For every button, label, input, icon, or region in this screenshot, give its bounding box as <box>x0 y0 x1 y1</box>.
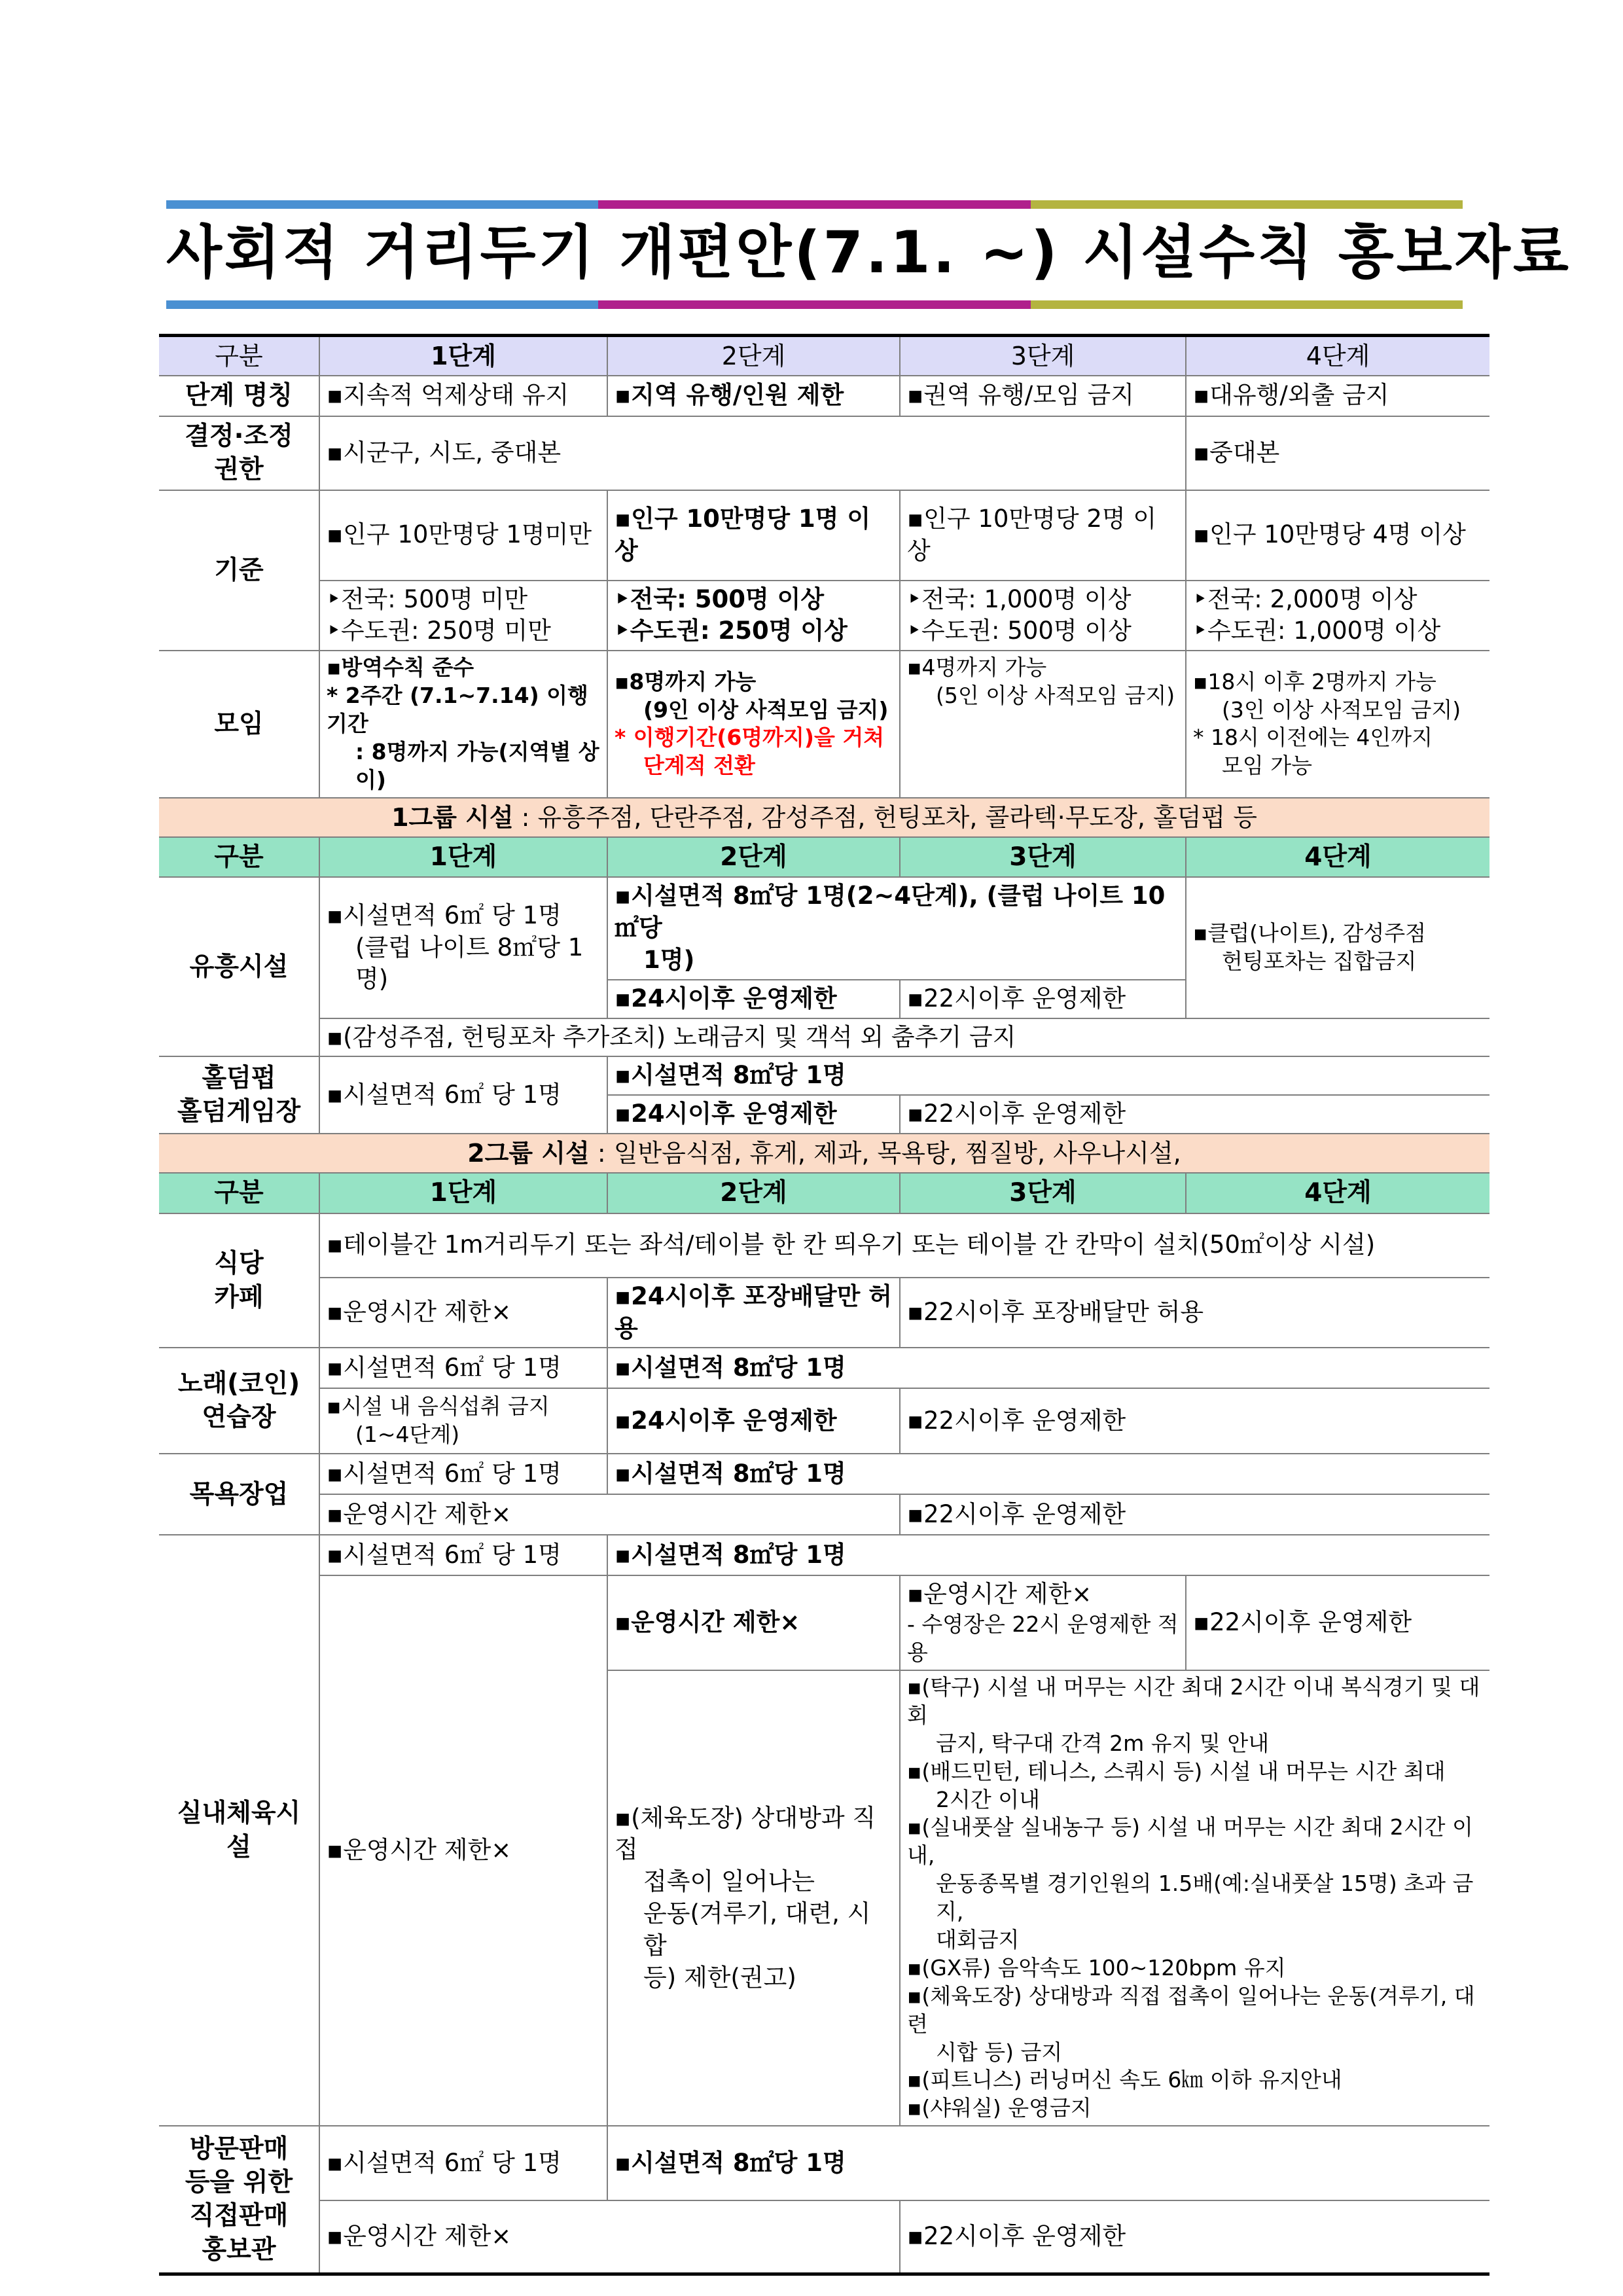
cell: ▪24시이후 운영제한 <box>607 1095 900 1134</box>
entertainment-row <box>159 877 1489 979</box>
header-stage-4: 4단계 <box>1186 336 1489 376</box>
cell: ▪테이블간 1m거리두기 또는 좌석/테이블 한 칸 띄우기 또는 테이블 간 칸막이 설치(50㎡이상 시설) <box>319 1213 1489 1278</box>
cell: ▪시설면적 8㎡당 1명 <box>607 1056 1489 1095</box>
cell <box>607 651 900 797</box>
rule-line: ▪(샤워실) 운영금지 <box>907 2095 1092 2121</box>
row-label: 단계 명칭 <box>159 376 319 416</box>
header-stage-3: 3단계 <box>900 1173 1186 1213</box>
band-list: : 유흥주점, 단란주점, 감성주점, 헌팅포차, 콜라텍·무도장, 홀덤펍 등 <box>513 802 1257 832</box>
bath-hours-row <box>159 1494 1489 1535</box>
rule-line: 시합 등) 금지 <box>936 2039 1063 2065</box>
label-line: 홍보관 <box>202 2234 276 2265</box>
row-label: 기준 <box>159 490 319 651</box>
cell-line: * 이행기간(6명까지)을 거쳐 <box>615 725 885 751</box>
label-line: 권한 <box>214 455 264 485</box>
cell: ▪시설면적 6㎡ 당 1명 <box>319 1056 607 1134</box>
cell: ▪운영시간 제한× <box>319 2200 900 2274</box>
label-line: 등을 위한 <box>185 2168 293 2198</box>
label-line: 노래(코인) <box>177 1369 300 1399</box>
label-line: 방문판매 <box>189 2134 289 2164</box>
stage-header-row <box>159 336 1489 376</box>
cell-line: ▪18시 이후 2명까지 가능 <box>1193 668 1436 694</box>
header-category: 구분 <box>159 1173 319 1213</box>
cell: ▪대유행/외출 금지 <box>1186 376 1489 416</box>
cell <box>607 581 900 651</box>
row-label <box>159 1213 319 1348</box>
cell-line: - 수영장은 22시 운영제한 적용 <box>907 1611 1179 1666</box>
cell-line: ‣전국: 500명 이상 <box>615 584 825 613</box>
cell: ▪시군구, 시도, 중대본 <box>319 416 1186 490</box>
rule-line: ▪(체육도장) 상대방과 직접 접촉이 일어나는 운동(겨루기, 대련 <box>907 1982 1475 2037</box>
header-stage-2: 2단계 <box>607 1173 900 1213</box>
cell: ▪22시이후 운영제한 <box>900 1494 1489 1535</box>
cell-line: 접촉이 일어나는 <box>643 1867 815 1896</box>
cell <box>900 1670 1489 2126</box>
entertainment-note-row <box>159 1018 1489 1057</box>
cell: ▪24시이후 운영제한 <box>607 980 900 1018</box>
authority-row <box>159 416 1489 490</box>
cell: ▪22시이후 포장배달만 허용 <box>900 1278 1489 1348</box>
cell <box>319 581 607 651</box>
restaurant-hours-row <box>159 1278 1489 1348</box>
row-label <box>159 1056 319 1134</box>
label-line: 홀덤게임장 <box>177 1097 301 1127</box>
cell-line: ‣전국: 1,000명 이상 <box>907 584 1132 613</box>
restaurant-row <box>159 1213 1489 1278</box>
title-top-bar <box>166 200 1463 209</box>
criteria-row <box>159 490 1489 581</box>
cell-line: ‣수도권: 1,000명 이상 <box>1193 617 1441 645</box>
group2-header-row <box>159 1173 1489 1213</box>
cell: ▪24시이후 포장배달만 허용 <box>607 1278 900 1348</box>
cell: ▪시설면적 6㎡ 당 1명 <box>319 1348 607 1388</box>
cell-line: (클럽 나이트 8㎡당 1명) <box>355 933 584 994</box>
header-stage-4: 4단계 <box>1186 837 1489 877</box>
cell: ▪시설면적 8㎡당 1명 <box>607 1535 1489 1575</box>
cell-line: ▪8명까지 가능 <box>615 668 757 694</box>
cell-line: ▪(체육도장) 상대방과 직접 <box>615 1803 876 1864</box>
gathering-row <box>159 651 1489 797</box>
row-label <box>159 416 319 490</box>
cell-line: ‣수도권: 500명 이상 <box>907 617 1132 645</box>
cell-line: ▪방역수칙 준수 <box>327 655 474 681</box>
header-stage-1: 1단계 <box>319 837 607 877</box>
label-line: 연습장 <box>202 1403 276 1433</box>
bar-segment-olive <box>1031 300 1463 309</box>
cell-line: ▪시설면적 8㎡당 1명(2~4단계), (클럽 나이트 10㎡당 <box>615 882 1166 942</box>
cell-line: 모임 가능 <box>1222 753 1313 779</box>
visit-sales-row <box>159 2126 1489 2200</box>
cell <box>1186 877 1489 1018</box>
cell-line: ▪클럽(나이트), 감성주점 <box>1193 920 1426 946</box>
header-stage-4: 4단계 <box>1186 1173 1489 1213</box>
group1-header-row <box>159 837 1489 877</box>
group2-band <box>159 1134 1489 1173</box>
cell: ▪운영시간 제한× <box>319 1494 900 1535</box>
header-stage-2: 2단계 <box>607 837 900 877</box>
sports-row <box>159 1535 1489 1575</box>
guideline-table <box>159 334 1489 2276</box>
bath-row <box>159 1454 1489 1494</box>
band-list: : 일반음식점, 휴게, 제과, 목욕탕, 찜질방, 사우나시설, <box>589 1139 1181 1168</box>
cell-line: (1~4단계) <box>355 1422 460 1448</box>
cell <box>607 877 1186 979</box>
cell <box>319 877 607 1018</box>
cell: ▪22시이후 운영제한 <box>900 1095 1489 1134</box>
cell: ▪인구 10만명당 1명 이상 <box>607 490 900 581</box>
cell: ▪24시이후 운영제한 <box>607 1388 900 1454</box>
cell: ▪지역 유행/인원 제한 <box>607 376 900 416</box>
rule-line: 운동종목별 경기인원의 1.5배(예:실내풋살 15명) 초과 금지, <box>936 1871 1474 1925</box>
bar-segment-magenta <box>598 300 1030 309</box>
cell-line: ▪시설 내 음식섭취 금지 <box>327 1393 550 1420</box>
row-label <box>159 1348 319 1454</box>
band-text <box>159 798 1489 837</box>
cell-line: (9인 이상 사적모임 금지) <box>643 696 889 723</box>
bar-segment-olive <box>1031 200 1463 209</box>
title-block <box>166 200 1571 309</box>
visit-sales-hours-row <box>159 2200 1489 2274</box>
cell <box>319 1388 607 1454</box>
cell-line: ▪4명까지 가능 <box>907 655 1047 681</box>
cell-line: ▪운영시간 제한× <box>907 1580 1092 1609</box>
cell: ▪22시이후 운영제한 <box>1186 1575 1489 1670</box>
rule-line: 2시간 이내 <box>936 1786 1040 1812</box>
sports-hours-row <box>159 1575 1489 1670</box>
cell: ▪시설면적 6㎡ 당 1명 <box>319 2126 607 2200</box>
bar-segment-blue <box>166 200 598 209</box>
rule-line: ▪(피트니스) 러닝머신 속도 6㎞ 이하 유지안내 <box>907 2067 1342 2093</box>
label-line: 홀덤펍 <box>202 1063 276 1093</box>
cell-line: 1명) <box>643 945 695 974</box>
row-label: 실내체육시설 <box>159 1535 319 2126</box>
rule-line: ▪(배드민턴, 테니스, 스쿼시 등) 시설 내 머무는 시간 최대 <box>907 1758 1446 1784</box>
header-stage-2: 2단계 <box>607 336 900 376</box>
bar-segment-blue <box>166 300 598 309</box>
cell <box>1186 581 1489 651</box>
stage-name-row <box>159 376 1489 416</box>
cell: ▪운영시간 제한× <box>607 1575 900 1670</box>
cell: ▪권역 유행/모임 금지 <box>900 376 1186 416</box>
cell: ▪인구 10만명당 4명 이상 <box>1186 490 1489 581</box>
cell-line: 헌팅포차는 집합금지 <box>1222 948 1417 974</box>
cell: ▪인구 10만명당 2명 이상 <box>900 490 1186 581</box>
cell: ▪지속적 억제상태 유지 <box>319 376 607 416</box>
group1-band <box>159 798 1489 837</box>
label-line: 식당 <box>214 1249 264 1279</box>
rule-line: ▪(GX류) 음악속도 100~120bpm 유지 <box>907 1954 1286 1981</box>
cell-line: ‣전국: 2,000명 이상 <box>1193 584 1418 613</box>
cell <box>319 651 607 797</box>
rule-line: 금지, 탁구대 간격 2m 유지 및 안내 <box>936 1730 1270 1756</box>
header-stage-1: 1단계 <box>319 1173 607 1213</box>
holdem-row <box>159 1056 1489 1095</box>
cell <box>1186 651 1489 797</box>
cell: ▪22시이후 운영제한 <box>900 2200 1489 2274</box>
title-bottom-bar <box>166 300 1463 309</box>
cell-line: : 8명까지 가능(지역별 상이) <box>355 738 599 793</box>
row-label: 유흥시설 <box>159 877 319 1056</box>
cell: ▪운영시간 제한× <box>319 1575 607 2126</box>
cell <box>900 651 1186 797</box>
cell-line: ‣전국: 500명 미만 <box>327 584 528 613</box>
cell-line: ▪시설면적 6㎡ 당 1명 <box>327 901 562 929</box>
header-stage-3: 3단계 <box>900 336 1186 376</box>
cell-line: 운동(겨루기, 대련, 시합 <box>643 1899 871 1960</box>
criteria-detail-row <box>159 581 1489 651</box>
cell: ▪시설면적 8㎡당 1명 <box>607 1454 1489 1494</box>
cell-line: ‣수도권: 250명 이상 <box>615 617 847 645</box>
cell: ▪시설면적 6㎡ 당 1명 <box>319 1454 607 1494</box>
rule-line: ▪(탁구) 시설 내 머무는 시간 최대 2시간 이내 복식경기 및 대회 <box>907 1674 1480 1728</box>
karaoke-row <box>159 1348 1489 1388</box>
band-title: 2그룹 시설 <box>467 1139 590 1168</box>
cell-line: * 18시 이전에는 4인까지 <box>1193 725 1433 751</box>
cell <box>607 1670 900 2126</box>
rule-line: ▪(실내풋살 실내농구 등) 시설 내 머무는 시간 최대 2시간 이내, <box>907 1814 1473 1869</box>
header-stage-3: 3단계 <box>900 837 1186 877</box>
cell: ▪시설면적 6㎡ 당 1명 <box>319 1535 607 1575</box>
cell-line: (5인 이상 사적모임 금지) <box>936 683 1175 709</box>
header-stage-1: 1단계 <box>319 336 607 376</box>
cell: ▪시설면적 8㎡당 1명 <box>607 1348 1489 1388</box>
cell: ▪인구 10만명당 1명미만 <box>319 490 607 581</box>
cell: ▪22시이후 운영제한 <box>900 980 1186 1018</box>
label-line: 결정·조정 <box>185 421 293 451</box>
cell: ▪(감성주점, 헌팅포차 추가조치) 노래금지 및 객석 외 춤추기 금지 <box>319 1018 1489 1057</box>
bar-segment-magenta <box>598 200 1030 209</box>
cell <box>900 1575 1186 1670</box>
header-category: 구분 <box>159 336 319 376</box>
row-label: 모임 <box>159 651 319 797</box>
row-label: 목욕장업 <box>159 1454 319 1535</box>
cell-line: 단계적 전환 <box>643 753 755 779</box>
label-line: 직접판매 <box>189 2201 289 2231</box>
cell: ▪시설면적 8㎡당 1명 <box>607 2126 1489 2200</box>
cell-line: (3인 이상 사적모임 금지) <box>1222 696 1461 723</box>
band-text <box>159 1134 1489 1173</box>
rule-line: 대회금지 <box>936 1927 1020 1952</box>
cell-line: * 2주간 (7.1~7.14) 이행기간 <box>327 683 588 736</box>
cell: ▪운영시간 제한× <box>319 1278 607 1348</box>
cell-line: ‣수도권: 250명 미만 <box>327 617 551 645</box>
header-category: 구분 <box>159 837 319 877</box>
cell: ▪22시이후 운영제한 <box>900 1388 1489 1454</box>
row-label <box>159 2126 319 2274</box>
page-title: 사회적 거리두기 개편안(7.1. ~) 시설수칙 홍보자료 <box>166 219 1571 286</box>
cell: ▪중대본 <box>1186 416 1489 490</box>
band-title: 1그룹 시설 <box>391 802 514 832</box>
cell <box>900 581 1186 651</box>
cell-line: 등) 제한(권고) <box>643 1963 796 1992</box>
label-line: 카페 <box>214 1282 264 1312</box>
karaoke-hours-row <box>159 1388 1489 1454</box>
